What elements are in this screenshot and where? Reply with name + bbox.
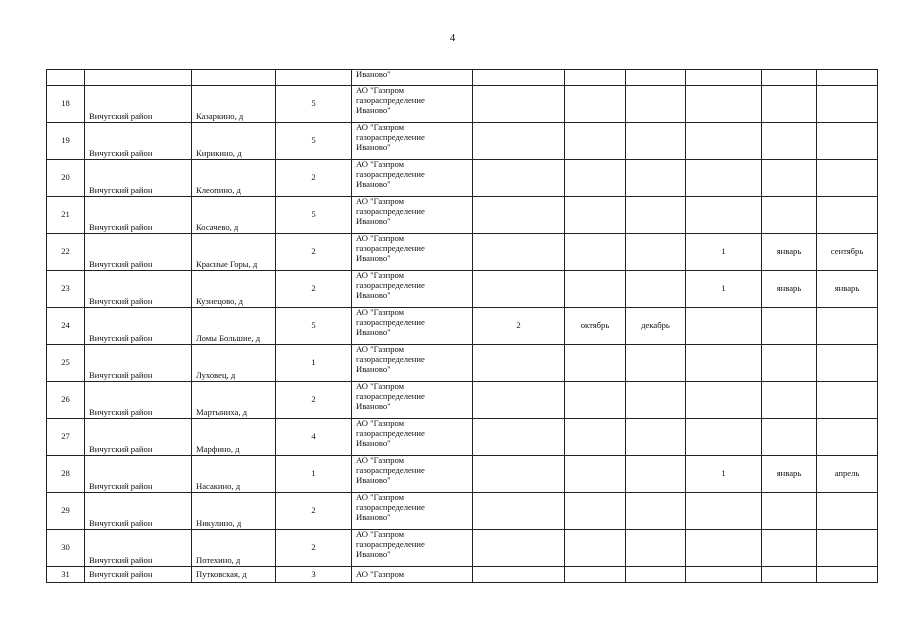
- organization-line: Иваново": [356, 474, 391, 485]
- cell-7: [565, 86, 626, 123]
- cell-district: Вичугский район: [85, 160, 192, 197]
- cell-11: [817, 493, 878, 530]
- organization-line: АО "Газпром: [356, 307, 405, 317]
- cell-settlement: Кирикино, д: [192, 123, 276, 160]
- cell-7: [565, 234, 626, 271]
- table-row: [47, 123, 878, 160]
- page-number: 4: [449, 32, 456, 44]
- cell-qty: 1: [276, 345, 352, 382]
- table-row: [47, 271, 878, 308]
- cell-7: [565, 70, 626, 86]
- cell-organization: [352, 382, 473, 419]
- cell-9: [686, 308, 762, 345]
- organization-line: газораспределение: [356, 390, 425, 401]
- cell-10: [762, 123, 817, 160]
- cell-district: Вичугский район: [85, 530, 192, 567]
- table-row: [47, 234, 878, 271]
- cell-11: [817, 567, 878, 583]
- cell-num: 27: [47, 419, 85, 456]
- cell-qty: 3: [276, 567, 352, 583]
- cell-6: [473, 456, 565, 493]
- cell-6: [473, 123, 565, 160]
- cell-7: [565, 160, 626, 197]
- organization-line: Иваново": [356, 104, 391, 115]
- cell-8: [626, 86, 686, 123]
- table-row: [47, 345, 878, 382]
- cell-9: [686, 382, 762, 419]
- cell-6: [473, 493, 565, 530]
- organization-line: АО "Газпром: [356, 196, 405, 206]
- cell-9: [686, 345, 762, 382]
- table-row: [47, 530, 878, 567]
- cell-6: [473, 271, 565, 308]
- cell-6: [473, 419, 565, 456]
- cell-district: Вичугский район: [85, 345, 192, 382]
- cell-11: январь: [817, 271, 878, 308]
- cell-9: [686, 567, 762, 583]
- cell-qty: 2: [276, 271, 352, 308]
- cell-organization: [352, 234, 473, 271]
- organization-line: газораспределение: [356, 501, 425, 512]
- cell-6: [473, 567, 565, 583]
- organization-line: Иваново": [356, 326, 391, 337]
- cell-settlement: Клеопино, д: [192, 160, 276, 197]
- cell-organization: [352, 456, 473, 493]
- cell-7: [565, 530, 626, 567]
- cell-9: [686, 197, 762, 234]
- cell-organization: [352, 86, 473, 123]
- cell-qty: 5: [276, 123, 352, 160]
- cell-organization: [352, 530, 473, 567]
- cell-6: [473, 86, 565, 123]
- cell-qty: 2: [276, 530, 352, 567]
- cell-10: [762, 308, 817, 345]
- table-row: [47, 419, 878, 456]
- cell-settlement: [192, 70, 276, 86]
- cell-8: [626, 70, 686, 86]
- organization-line: АО "Газпром: [356, 492, 405, 502]
- cell-num: 30: [47, 530, 85, 567]
- cell-10: [762, 160, 817, 197]
- cell-qty: 2: [276, 160, 352, 197]
- cell-10: январь: [762, 234, 817, 271]
- cell-7: [565, 197, 626, 234]
- cell-qty: 1: [276, 456, 352, 493]
- cell-6: [473, 197, 565, 234]
- cell-7: [565, 123, 626, 160]
- cell-district: Вичугский район: [85, 493, 192, 530]
- cell-num: 29: [47, 493, 85, 530]
- cell-10: [762, 419, 817, 456]
- cell-district: Вичугский район: [85, 456, 192, 493]
- cell-district: Вичугский район: [85, 123, 192, 160]
- organization-line: газораспределение: [356, 94, 425, 105]
- cell-10: январь: [762, 456, 817, 493]
- table-body: [47, 70, 878, 86]
- cell-num: 21: [47, 197, 85, 234]
- cell-8: [626, 456, 686, 493]
- organization-line: газораспределение: [356, 316, 425, 327]
- organization-line: газораспределение: [356, 131, 425, 142]
- cell-qty: [276, 70, 352, 86]
- organization-line: АО "Газпром: [356, 159, 405, 169]
- cell-9: [686, 419, 762, 456]
- cell-district: Вичугский район: [85, 308, 192, 345]
- table-tail: [47, 567, 878, 583]
- cell-organization: [352, 160, 473, 197]
- cell-11: [817, 530, 878, 567]
- organization-line: газораспределение: [356, 538, 425, 549]
- cell-11: [817, 419, 878, 456]
- cell-9: [686, 123, 762, 160]
- cell-num: 20: [47, 160, 85, 197]
- cell-7: октябрь: [565, 308, 626, 345]
- cell-num: 24: [47, 308, 85, 345]
- cell-settlement: Казаркино, д: [192, 86, 276, 123]
- table-row: [47, 493, 878, 530]
- cell-11: [817, 197, 878, 234]
- cell-organization: [352, 493, 473, 530]
- organization-line: Иваново": [356, 363, 391, 374]
- cell-8: [626, 234, 686, 271]
- cell-district: Вичугский район: [85, 382, 192, 419]
- cell-11: сентябрь: [817, 234, 878, 271]
- cell-settlement: Насакино, д: [192, 456, 276, 493]
- cell-11: [817, 123, 878, 160]
- cell-settlement: Марфино, д: [192, 419, 276, 456]
- cell-11: [817, 86, 878, 123]
- cell-district: Вичугский район: [85, 419, 192, 456]
- cell-8: [626, 197, 686, 234]
- cell-8: [626, 271, 686, 308]
- cell-qty: 2: [276, 382, 352, 419]
- cell-num: 26: [47, 382, 85, 419]
- organization-line: газораспределение: [356, 242, 425, 253]
- organization-line: АО "Газпром: [356, 122, 405, 132]
- cell-8: [626, 345, 686, 382]
- cell-11: [817, 382, 878, 419]
- cell-num: 19: [47, 123, 85, 160]
- cell-num: 23: [47, 271, 85, 308]
- cell-7: [565, 345, 626, 382]
- cell-settlement: Луховец, д: [192, 345, 276, 382]
- organization-line: газораспределение: [356, 168, 425, 179]
- cell-7: [565, 493, 626, 530]
- cell-6: [473, 345, 565, 382]
- cell-settlement: Никулино, д: [192, 493, 276, 530]
- cell-7: [565, 419, 626, 456]
- organization-line: АО "Газпром: [356, 418, 405, 428]
- organization-line: АО "Газпром: [356, 233, 405, 243]
- cell-settlement: Красные Горы, д: [192, 234, 276, 271]
- cell-num: 22: [47, 234, 85, 271]
- cell-8: [626, 419, 686, 456]
- cell-num: 25: [47, 345, 85, 382]
- cell-10: январь: [762, 271, 817, 308]
- cell-8: [626, 530, 686, 567]
- cell-qty: 2: [276, 234, 352, 271]
- cell-6: [473, 234, 565, 271]
- cell-9: [686, 86, 762, 123]
- cell-9: 1: [686, 234, 762, 271]
- table-row: [47, 86, 878, 123]
- cell-district: Вичугский район: [85, 86, 192, 123]
- cell-8: [626, 567, 686, 583]
- cell-9: 1: [686, 271, 762, 308]
- organization-line: газораспределение: [356, 353, 425, 364]
- cell-8: [626, 493, 686, 530]
- cell-organization: [352, 197, 473, 234]
- organization-line: Иваново": [356, 548, 391, 559]
- cell-6: 2: [473, 308, 565, 345]
- cell-settlement: Косачево, д: [192, 197, 276, 234]
- cell-10: [762, 530, 817, 567]
- cell-9: 1: [686, 456, 762, 493]
- cell-organization: [352, 419, 473, 456]
- cell-11: [817, 160, 878, 197]
- cell-7: [565, 382, 626, 419]
- cell-8: декабрь: [626, 308, 686, 345]
- cell-qty: 5: [276, 197, 352, 234]
- cell-organization: Иваново": [352, 70, 473, 86]
- cell-8: [626, 123, 686, 160]
- cell-qty: 2: [276, 493, 352, 530]
- table-row: [47, 382, 878, 419]
- organization-line: Иваново": [356, 511, 391, 522]
- cell-9: [686, 493, 762, 530]
- cell-11: апрель: [817, 456, 878, 493]
- cell-7: [565, 567, 626, 583]
- cell-9: [686, 70, 762, 86]
- cell-district: [85, 70, 192, 86]
- cell-11: [817, 345, 878, 382]
- cell-10: [762, 345, 817, 382]
- settlements-table: [46, 69, 878, 583]
- cell-organization: [352, 123, 473, 160]
- cell-6: [473, 70, 565, 86]
- cell-num: 31: [47, 567, 85, 583]
- organization-line: АО "Газпром: [356, 270, 405, 280]
- organization-line: АО "Газпром: [356, 455, 405, 465]
- cell-qty: 4: [276, 419, 352, 456]
- table-row: [47, 308, 878, 345]
- organization-line: АО "Газпром: [356, 529, 405, 539]
- organization-line: Иваново": [356, 141, 391, 152]
- cell-district: Вичугский район: [85, 197, 192, 234]
- organization-line: Иваново": [356, 400, 391, 411]
- organization-line: Иваново": [356, 252, 391, 263]
- cell-num: 18: [47, 86, 85, 123]
- cell-9: [686, 530, 762, 567]
- cell-settlement: Ломы Большие, д: [192, 308, 276, 345]
- organization-line: газораспределение: [356, 205, 425, 216]
- cell-8: [626, 382, 686, 419]
- cell-settlement: Мартыниха, д: [192, 382, 276, 419]
- cell-settlement: Путковская, д: [192, 567, 276, 583]
- cell-6: [473, 530, 565, 567]
- cell-10: [762, 493, 817, 530]
- table-row-continuation: [47, 70, 878, 86]
- table-row: [47, 197, 878, 234]
- organization-line: АО "Газпром: [356, 85, 405, 95]
- cell-qty: 5: [276, 308, 352, 345]
- organization-line: газораспределение: [356, 427, 425, 438]
- cell-10: [762, 197, 817, 234]
- cell-num: [47, 70, 85, 86]
- cell-organization: [352, 345, 473, 382]
- cell-10: [762, 86, 817, 123]
- cell-district: Вичугский район: [85, 234, 192, 271]
- cell-settlement: Потехино, д: [192, 530, 276, 567]
- cell-11: [817, 70, 878, 86]
- organization-line: газораспределение: [356, 464, 425, 475]
- organization-line: АО "Газпром: [356, 344, 405, 354]
- cell-10: [762, 70, 817, 86]
- cell-organization: АО "Газпром: [352, 567, 473, 583]
- cell-district: Вичугский район: [85, 271, 192, 308]
- cell-organization: [352, 308, 473, 345]
- table-rows: [47, 86, 878, 567]
- cell-9: [686, 160, 762, 197]
- cell-10: [762, 567, 817, 583]
- cell-8: [626, 160, 686, 197]
- cell-district: Вичугский район: [85, 567, 192, 583]
- table-row-partial: [47, 567, 878, 583]
- organization-line: газораспределение: [356, 279, 425, 290]
- cell-7: [565, 456, 626, 493]
- cell-10: [762, 382, 817, 419]
- organization-line: Иваново": [356, 215, 391, 226]
- organization-line: АО "Газпром: [356, 381, 405, 391]
- cell-settlement: Кузнецово, д: [192, 271, 276, 308]
- table-row: [47, 160, 878, 197]
- cell-qty: 5: [276, 86, 352, 123]
- cell-6: [473, 382, 565, 419]
- cell-11: [817, 308, 878, 345]
- cell-num: 28: [47, 456, 85, 493]
- organization-line: Иваново": [356, 178, 391, 189]
- organization-line: Иваново": [356, 437, 391, 448]
- cell-organization: [352, 271, 473, 308]
- cell-6: [473, 160, 565, 197]
- cell-7: [565, 271, 626, 308]
- organization-line: Иваново": [356, 289, 391, 300]
- table-row: [47, 456, 878, 493]
